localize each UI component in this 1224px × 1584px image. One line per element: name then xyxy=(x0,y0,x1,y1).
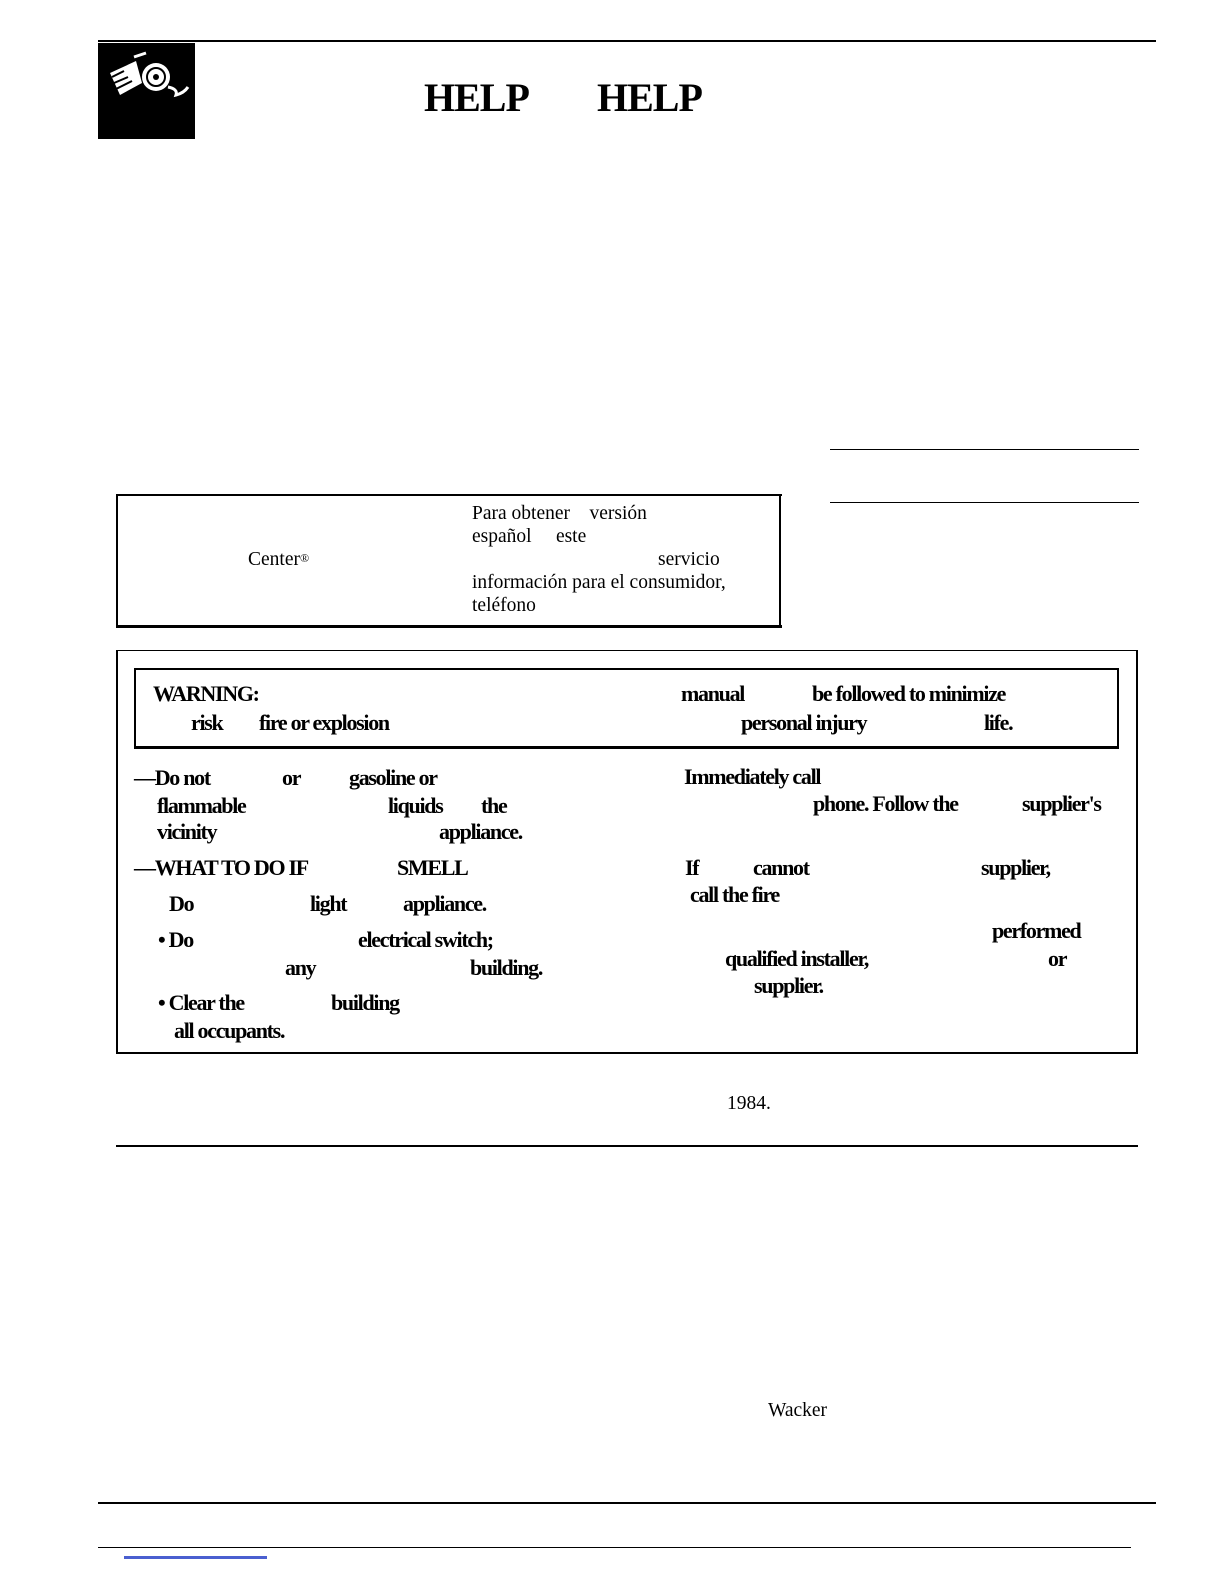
title-help-right: HELP xyxy=(597,75,702,120)
what-to-do: —WHAT TO DO IF xyxy=(134,855,308,880)
gasoline: gasoline or xyxy=(349,765,437,790)
liquids: liquids xyxy=(388,793,443,818)
warning-box-bottom xyxy=(134,746,1119,749)
electrical-switch: electrical switch; xyxy=(358,927,493,952)
cannot: cannot xyxy=(753,855,809,880)
immediately-call: Immediately call xyxy=(684,764,821,789)
do-word: Do xyxy=(169,891,194,916)
year-text: 1984. xyxy=(727,1093,771,1114)
blank-line-1 xyxy=(830,449,1139,450)
word-or: or xyxy=(282,765,301,790)
notice-box-bottom xyxy=(116,625,782,628)
smell: SMELL xyxy=(397,855,468,880)
warning-label: WARNING: xyxy=(153,681,259,706)
warning-section-right xyxy=(1136,650,1138,1054)
spanish-line-2: español este xyxy=(472,526,587,547)
notice-box-top xyxy=(116,494,782,496)
do-not: —Do not xyxy=(134,765,210,790)
mid-rule xyxy=(116,1145,1138,1147)
spanish-line-1: Para obtener versión xyxy=(472,503,647,524)
vicinity: vicinity xyxy=(157,819,217,844)
flammable: flammable xyxy=(157,793,246,818)
light: light xyxy=(310,891,347,916)
appliance-2: appliance. xyxy=(403,891,486,916)
top-rule xyxy=(98,40,1156,42)
qualified-installer: qualified installer, xyxy=(725,946,869,971)
notice-box-left xyxy=(116,494,118,626)
spanish-line-3: servicio xyxy=(658,549,720,570)
logo-block xyxy=(98,43,195,139)
building-2: building xyxy=(331,990,399,1015)
supplier-1: supplier, xyxy=(981,855,1050,880)
warning-minimize: be followed to minimize xyxy=(812,681,1006,706)
center-label: Center® xyxy=(248,549,310,570)
warning-manual: manual xyxy=(681,681,745,706)
warning-box-left xyxy=(134,668,136,748)
warning-injury: personal injury xyxy=(741,710,867,735)
call-the-fire: call the fire xyxy=(690,882,779,907)
wacker-text: Wacker xyxy=(768,1400,828,1421)
all-occupants: all occupants. xyxy=(174,1018,285,1043)
warning-box-right xyxy=(1117,668,1119,748)
warning-risk: risk xyxy=(191,710,223,735)
building-1: building. xyxy=(470,955,543,980)
bullet-do: • Do xyxy=(158,927,193,952)
clear-the: • Clear the xyxy=(158,990,244,1015)
blank-line-2 xyxy=(830,502,1139,503)
spanish-line-5: teléfono xyxy=(472,595,536,616)
warning-section-left xyxy=(116,650,118,1054)
warning-life: life. xyxy=(984,710,1013,735)
notice-box-right xyxy=(779,494,781,626)
footer-rule xyxy=(98,1547,1131,1548)
if-word: If xyxy=(685,855,699,880)
bottom-rule xyxy=(98,1502,1156,1504)
warning-fire: fire or explosion xyxy=(259,710,389,735)
phone-follow: phone. Follow the xyxy=(813,791,958,816)
warning-section-bottom xyxy=(116,1052,1138,1054)
title-help-left: HELP xyxy=(424,75,529,120)
suppliers: supplier's xyxy=(1022,791,1101,816)
performed: performed xyxy=(992,918,1081,943)
warning-section-top xyxy=(116,650,1138,651)
supplier-2: supplier. xyxy=(754,973,823,998)
warning-box-top xyxy=(134,668,1119,670)
telephone-icon xyxy=(98,43,195,139)
spanish-line-4: información para el consumidor, xyxy=(472,572,726,593)
or-right: or xyxy=(1048,946,1067,971)
any: any xyxy=(285,955,316,980)
footer-tab xyxy=(124,1556,267,1559)
appliance-1: appliance. xyxy=(439,819,522,844)
the-word: the xyxy=(481,793,507,818)
